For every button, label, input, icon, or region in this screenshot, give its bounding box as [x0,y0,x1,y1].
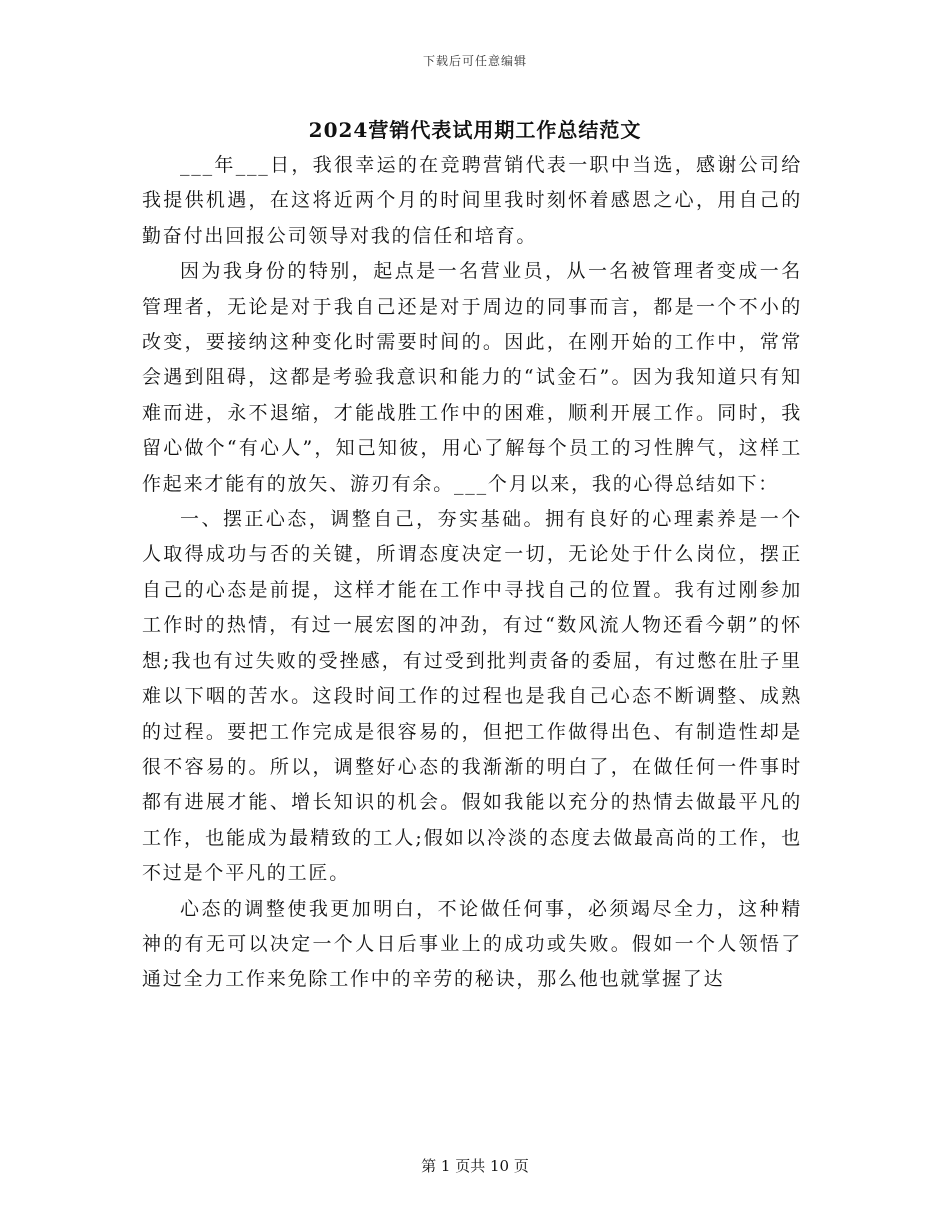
paragraph-3: 一、摆正心态，调整自己，夯实基础。拥有良好的心理素养是一个人取得成功与否的关键，所谓态度决定一切，无论处于什么岗位，摆正自己的心态是前提，这样才能在工作中寻找自己的位置。我有过刚参加工作时的热情，有过一展宏图的冲劲，有过“数风流人物还看今朝”的怀想;我也有过失败的受挫感，有过受到批判责备的委屈，有过憋在肚子里难以下咽的苦水。这段时间工作的过程也是我自己心态不断调整、成熟的过程。要把工作完成是很容易的，但把工作做得出色、有制造性却是很不容易的。所以，调整好心态的我渐渐的明白了，在做任何一件事时都有进展才能、增长知识的机会。假如我能以充分的热情去做最平凡的工作，也能成为最精致的工人;假如以冷淡的态度去做最高尚的工作，也不过是个平凡的工匠。 [142,508,802,885]
paragraph-1: ___年___日，我很幸运的在竞聘营销代表一职中当选，感谢公司给我提供机遇，在这将近两个月的时间里我时刻怀着感恩之心，用自己的勤奋付出回报公司领导对我的信任和培育。 [142,154,802,247]
paragraph-2: 因为我身份的特别，起点是一名营业员，从一名被管理者变成一名管理者，无论是对于我自己还是对于周边的同事而言，都是一个不小的改变，要接纳这种变化时需要时间的。因此，在刚开始的工作中，常常会遇到阻碍，这都是考验我意识和能力的“试金石”。因为我知道只有知难而进，永不退缩，才能战胜工作中的困难，顺利开展工作。同时，我留心做个“有心人”，知己知彼，用心了解每个员工的习性脾气，这样工作起来才能有的放矢、游刃有余。___个月以来，我的心得总结如下： [142,260,802,495]
page-number: 第 1 页共 10 页 [421,1157,529,1175]
document-body [142,148,802,998]
document-title: 2024营销代表试用期工作总结范文 [308,118,642,142]
paragraph-4: 心态的调整使我更加明白，不论做任何事，必须竭尽全力，这种精神的有无可以决定一个人日后事业上的成功或失败。假如一个人领悟了通过全力工作来免除工作中的辛劳的秘诀，那么他也就掌握了达 [142,897,802,991]
header-note: 下载后可任意编辑 [422,54,527,68]
